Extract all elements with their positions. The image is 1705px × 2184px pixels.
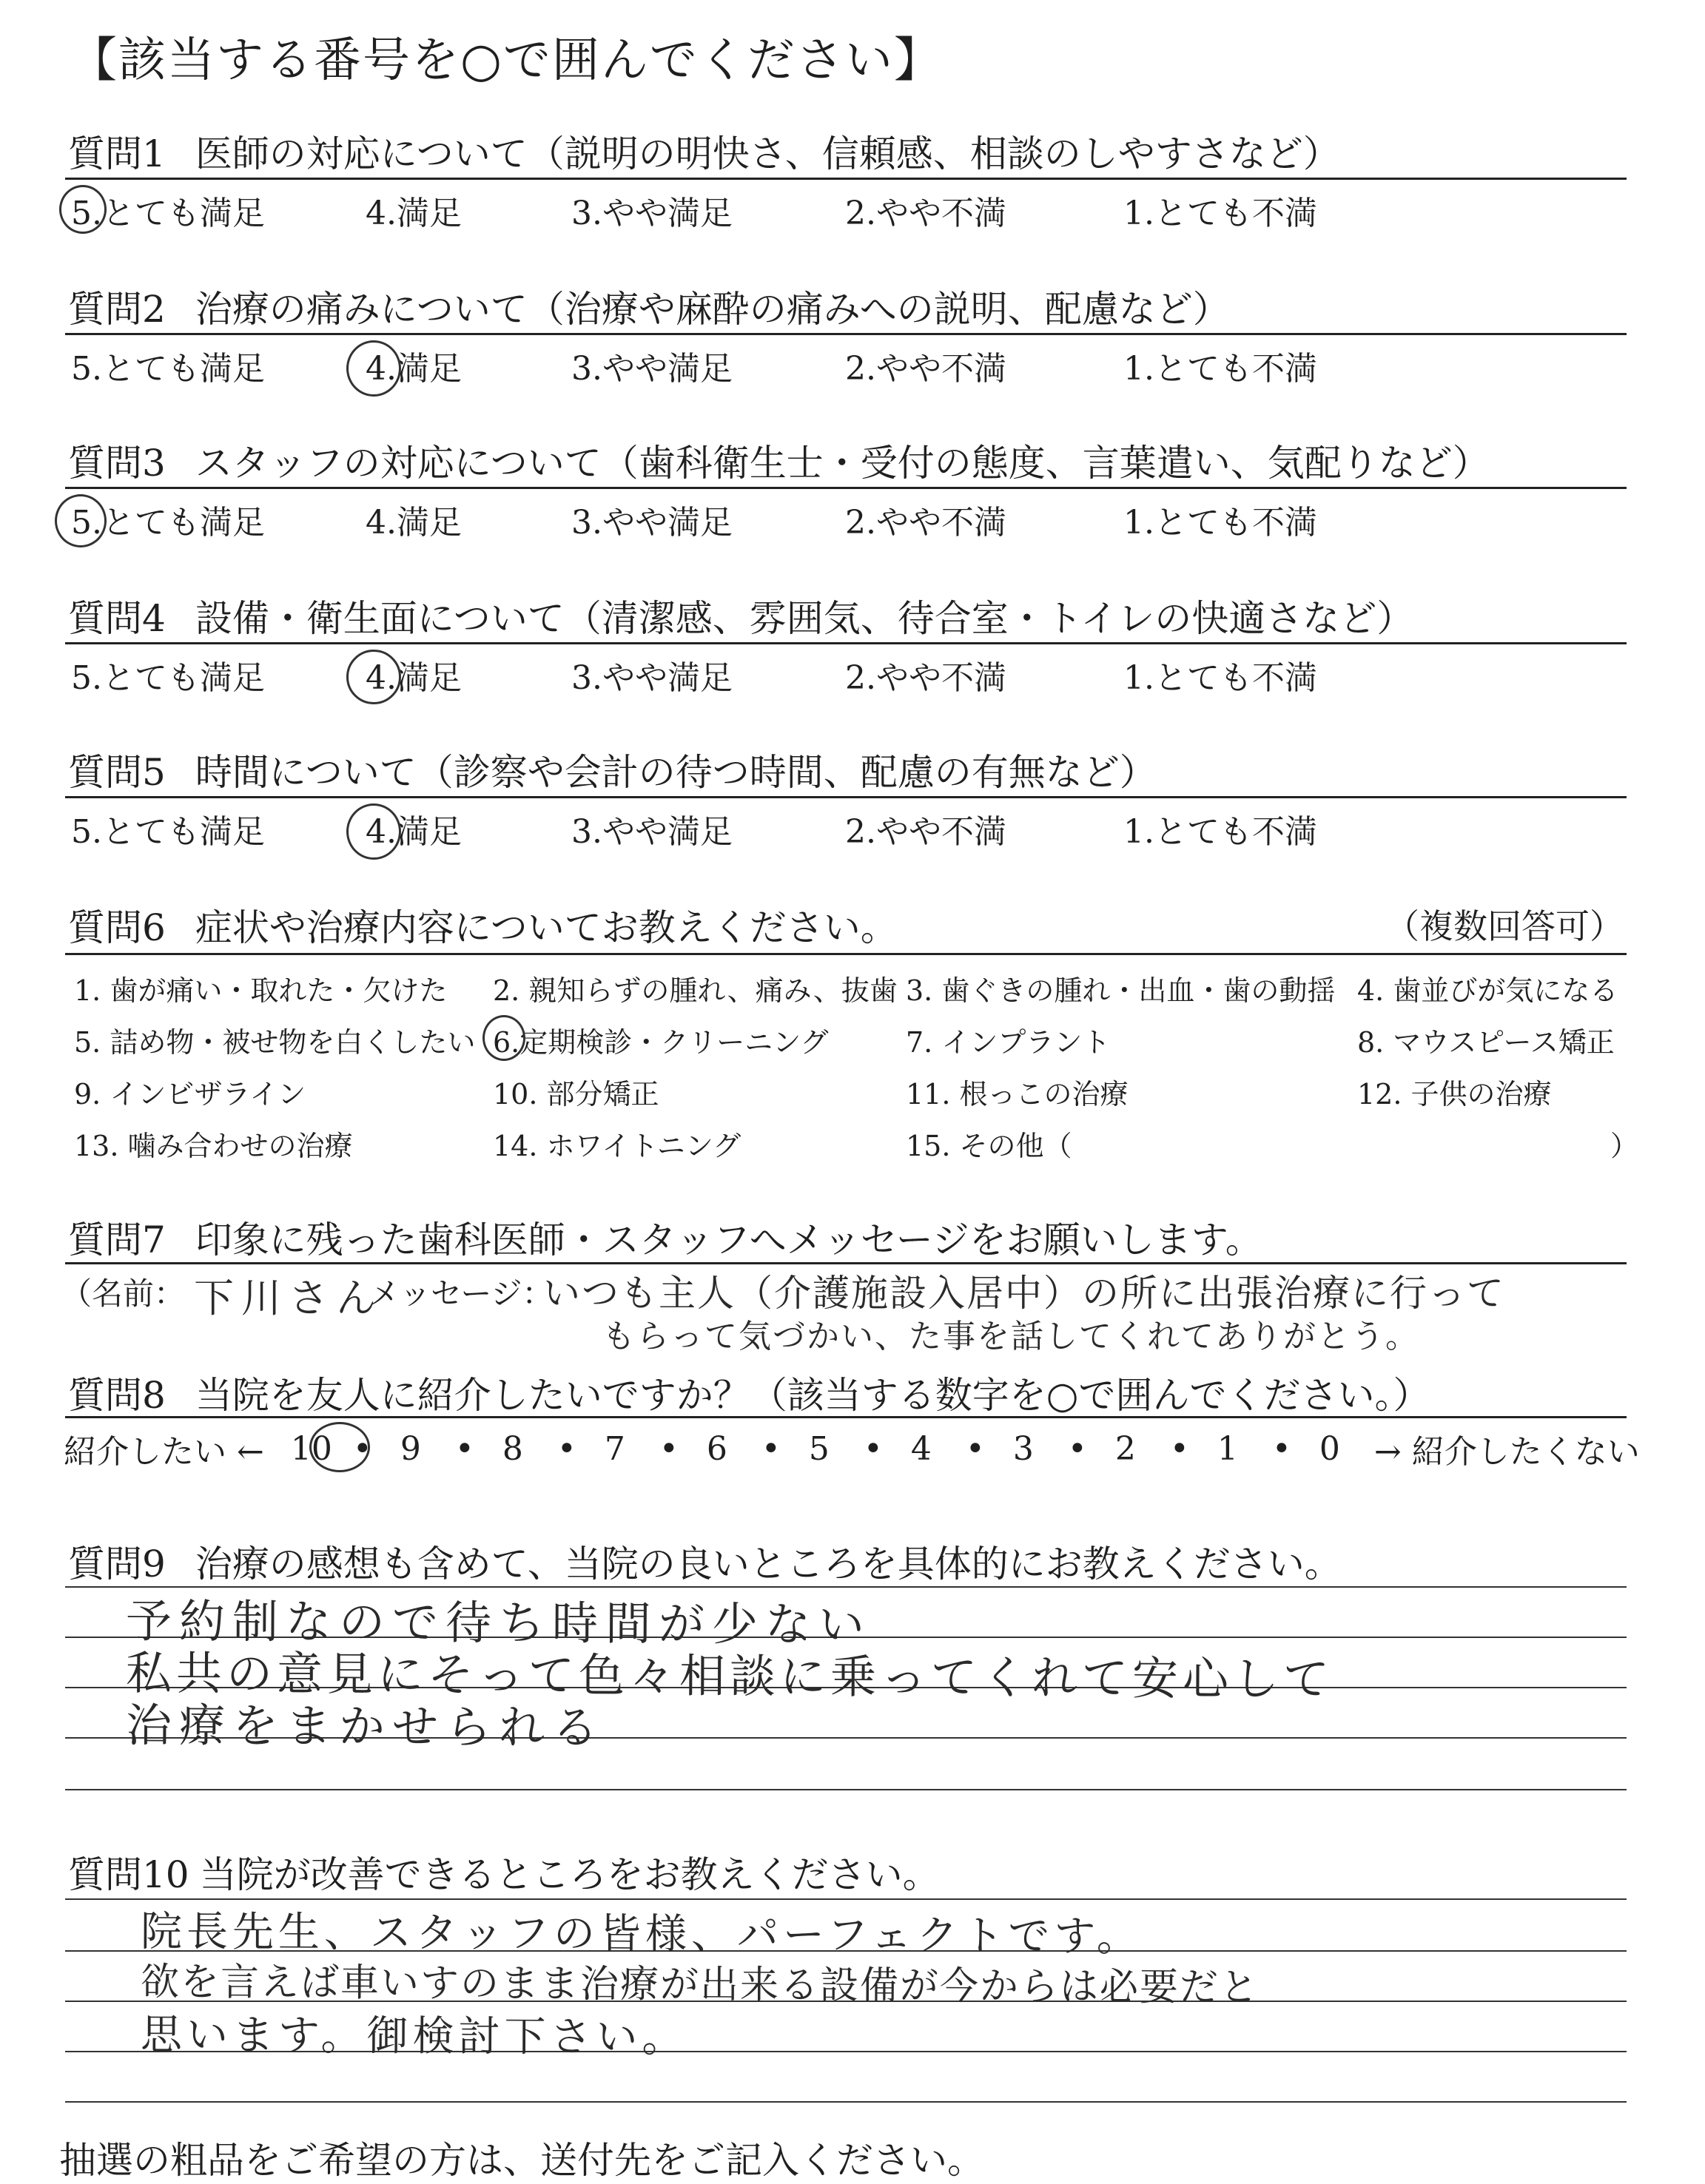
question-2 [68, 280, 1630, 333]
answer-circle-mark [59, 185, 107, 234]
question-text: 当院を友人に紹介したいですか？（該当する数字を○で囲んでください。） [195, 1374, 1430, 1417]
q1-option-4[interactable]: 4.満足 [366, 195, 462, 232]
scale-right-label: → 紹介したくない [1373, 1433, 1640, 1471]
answer-circle-mark [309, 1422, 370, 1472]
message-line-1[interactable]: いつも主人（介護施設入居中）の所に出張治療に行って [543, 1272, 1505, 1315]
answer-circle-mark [346, 340, 401, 397]
scale-value-10[interactable]: 10 [290, 1429, 332, 1468]
question-text: 治療の痛みについて（治療や麻酔の痛みへの説明、配慮など） [195, 288, 1230, 331]
q1-option-3[interactable]: 3.やや満足 [571, 195, 733, 232]
q3-option-5[interactable]: 5.とても満足 [71, 504, 265, 542]
q2-option-3[interactable]: 3.やや満足 [571, 350, 733, 388]
q10-answer-line-2[interactable]: 欲を言えば車いすのまま治療が出来る設備が今からは必要だと [140, 1960, 1260, 2010]
q9-answer-line-3[interactable]: 治療をまかせられる [125, 1698, 606, 1755]
question-4 [68, 589, 1630, 642]
divider [65, 796, 1627, 798]
scale-separator: • [1271, 1429, 1291, 1468]
scale-separator: • [1169, 1429, 1189, 1468]
question-10 [68, 1845, 1630, 1898]
question-9 [68, 1534, 1630, 1588]
question-number: 質問4 [68, 597, 166, 640]
name-label: （名前： [61, 1275, 186, 1312]
answer-circle-mark [482, 1015, 525, 1061]
q3-option-2[interactable]: 2.やや不満 [845, 504, 1006, 542]
divider [65, 178, 1627, 180]
q10-answer-line-1[interactable]: 院長先生、スタッフの皆様、パーフェクトです。 [140, 1907, 1143, 1961]
q9-answer-line-1[interactable]: 予約制なので待ち時間が少ない [125, 1594, 872, 1652]
q4-option-4[interactable]: 4.満足 [366, 659, 462, 697]
scale-separator: • [454, 1429, 474, 1468]
q5-option-3[interactable]: 3.やや満足 [571, 813, 733, 851]
q5-option-2[interactable]: 2.やや不満 [845, 813, 1006, 851]
q2-option-1[interactable]: 1.とても不満 [1123, 350, 1317, 388]
scale-value-9[interactable]: 9 [400, 1429, 421, 1468]
q6-option-7[interactable]: 7. インプラント [906, 1026, 1111, 1059]
q6-option-13[interactable]: 13. 噛み合わせの治療 [74, 1130, 353, 1162]
q6-option-1[interactable]: 1. 歯が痛い・取れた・欠けた [74, 974, 448, 1007]
q1-option-2[interactable]: 2.やや不満 [845, 195, 1006, 232]
divider [65, 953, 1627, 955]
q6-option-11[interactable]: 11. 根っこの治療 [906, 1078, 1129, 1110]
answer-circle-mark [55, 494, 107, 547]
q2-option-5[interactable]: 5.とても満足 [71, 350, 265, 388]
question-number: 質問1 [68, 132, 166, 175]
answer-line [65, 2101, 1627, 2103]
q2-option-2[interactable]: 2.やや不満 [845, 350, 1006, 388]
divider [65, 642, 1627, 644]
q5-option-5[interactable]: 5.とても満足 [71, 813, 265, 851]
q3-option-1[interactable]: 1.とても不満 [1123, 504, 1317, 542]
q4-option-1[interactable]: 1.とても不満 [1123, 659, 1317, 697]
recommend-scale [64, 1425, 1640, 1472]
question-3 [68, 434, 1630, 487]
scale-value-5[interactable]: 5 [808, 1429, 830, 1468]
q3-option-4[interactable]: 4.満足 [366, 504, 462, 542]
q5-option-1[interactable]: 1.とても不満 [1123, 813, 1317, 851]
q6-option-6[interactable]: 6.定期検診・クリーニング [493, 1026, 829, 1059]
divider [65, 1416, 1627, 1418]
question-text: 設備・衛生面について（清潔感、雰囲気、待合室・トイレの快適さなど） [195, 597, 1414, 640]
question-number: 質問3 [68, 442, 166, 485]
scale-value-0[interactable]: 0 [1319, 1429, 1340, 1468]
question-8 [68, 1366, 1630, 1419]
scale-value-3[interactable]: 3 [1012, 1429, 1034, 1468]
scale-separator: • [965, 1429, 985, 1468]
scale-value-2[interactable]: 2 [1114, 1429, 1136, 1468]
question-text: 治療の感想も含めて、当院の良いところを具体的にお教えください。 [195, 1543, 1342, 1585]
message-label: メッセージ： [369, 1275, 554, 1312]
question-text: 当院が改善できるところをお教えください。 [199, 1853, 940, 1896]
question-number: 質問2 [68, 288, 166, 331]
q6-option-15[interactable]: 15. その他（ [906, 1130, 1072, 1162]
q6-option-2[interactable]: 2. 親知らずの腫れ、痛み、抜歯 [493, 974, 898, 1007]
q3-option-3[interactable]: 3.やや満足 [571, 504, 733, 542]
answer-circle-mark [346, 650, 401, 704]
q1-option-1[interactable]: 1.とても不満 [1123, 195, 1317, 232]
q6-option-5[interactable]: 5. 詰め物・被せ物を白くしたい [74, 1026, 476, 1059]
scale-value-4[interactable]: 4 [910, 1429, 932, 1468]
scale-left-label: 紹介したい ← [64, 1433, 264, 1471]
scale-separator: • [761, 1429, 781, 1468]
q4-option-5[interactable]: 5.とても満足 [71, 659, 265, 697]
name-value[interactable]: 下川さん [194, 1275, 383, 1321]
page-title: 【該当する番号を○で囲んでください】 [70, 33, 943, 88]
q2-option-4[interactable]: 4.満足 [366, 350, 462, 388]
question-number: 質問9 [68, 1543, 166, 1585]
scale-value-6[interactable]: 6 [706, 1429, 727, 1468]
question-number: 質問7 [68, 1219, 166, 1261]
q6-option-9[interactable]: 9. インビザライン [74, 1078, 306, 1110]
scale-separator: • [352, 1429, 372, 1468]
q6-option-3[interactable]: 3. 歯ぐきの腫れ・出血・歯の動揺 [906, 974, 1336, 1007]
message-line-2[interactable]: もらって気づかい、た事を話してくれてありがとう。 [602, 1318, 1419, 1355]
question-number: 質問10 [68, 1853, 189, 1896]
question-5 [68, 743, 1630, 796]
question-number: 質問8 [68, 1374, 166, 1417]
q1-option-5[interactable]: 5.とても満足 [71, 195, 265, 232]
question-text: スタッフの対応について（歯科衛生士・受付の態度、言葉遣い、気配りなど） [195, 442, 1490, 485]
question-number: 質問6 [68, 906, 166, 949]
answer-circle-mark [346, 803, 401, 860]
q10-answer-line-3[interactable]: 思います。御検討下さい。 [140, 2011, 688, 2062]
scale-value-8[interactable]: 8 [502, 1429, 523, 1468]
scale-separator: • [863, 1429, 883, 1468]
q6-option-4[interactable]: 4. 歯並びが気になる [1357, 974, 1618, 1007]
q4-option-3[interactable]: 3.やや満足 [571, 659, 733, 697]
q6-option-12[interactable]: 12. 子供の治療 [1357, 1078, 1552, 1110]
q6-option-15-close: ） [1610, 1130, 1639, 1162]
question-text: 医師の対応について（説明の明快さ、信頼感、相談のしやすさなど） [195, 132, 1340, 175]
divider [65, 487, 1627, 489]
q9-answer-line-2[interactable]: 私共の意見にそって色々相談に乗ってくれて安心して [125, 1645, 1334, 1707]
question-text: 時間について（診察や会計の待つ時間、配慮の有無など） [195, 751, 1157, 794]
question-text: 症状や治療内容についてお教えください。 [195, 906, 898, 949]
question-text: 印象に残った歯科医師・スタッフへメッセージをお願いします。 [195, 1219, 1262, 1261]
question-7 [68, 1210, 1630, 1264]
scale-separator: • [1067, 1429, 1087, 1468]
q6-option-10[interactable]: 10. 部分矯正 [493, 1078, 659, 1110]
scale-value-1[interactable]: 1 [1217, 1429, 1238, 1468]
multiple-answer-note: （複数回答可） [1385, 906, 1624, 946]
answer-line [65, 1789, 1627, 1790]
q4-option-2[interactable]: 2.やや不満 [845, 659, 1006, 697]
q6-option-14[interactable]: 14. ホワイトニング [493, 1130, 741, 1162]
q5-option-4[interactable]: 4.満足 [366, 813, 462, 851]
scale-separator: • [659, 1429, 679, 1468]
question-number: 質問5 [68, 751, 166, 794]
footer-text: 抽選の粗品をご希望の方は、送付先をご記入ください。 [59, 2139, 984, 2182]
scale-separator: • [556, 1429, 576, 1468]
question-1 [68, 124, 1630, 178]
scale-value-7[interactable]: 7 [604, 1429, 625, 1468]
q6-option-8[interactable]: 8. マウスピース矯正 [1357, 1026, 1615, 1059]
divider [65, 333, 1627, 335]
